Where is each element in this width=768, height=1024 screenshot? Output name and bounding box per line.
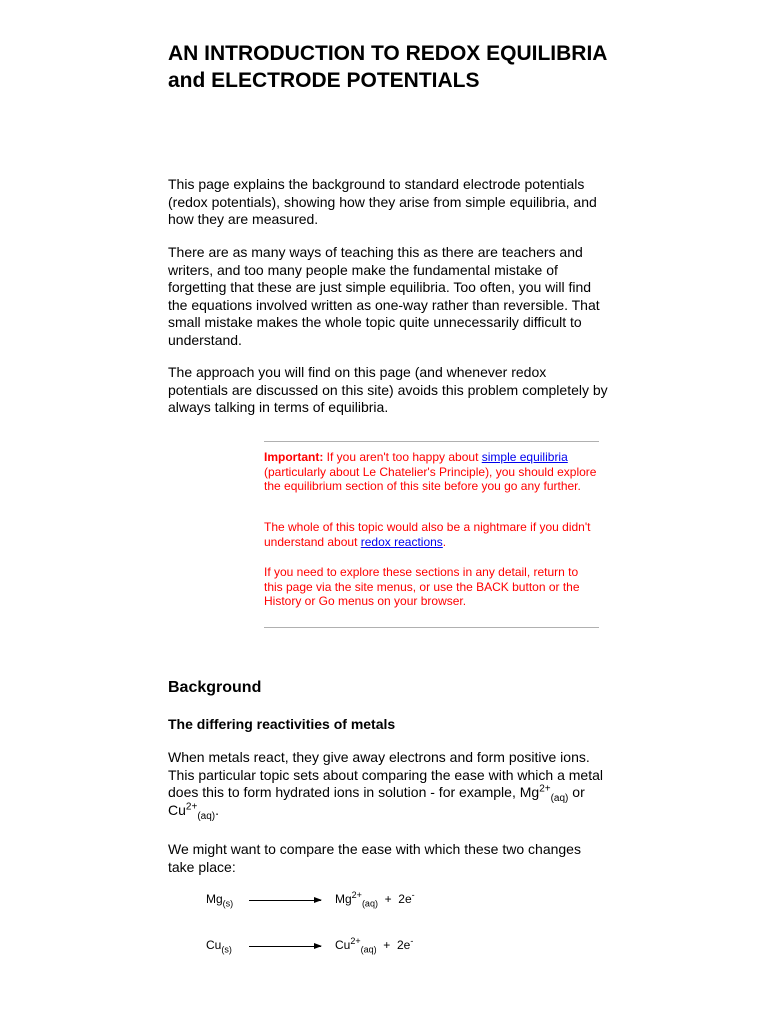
note-paragraph-1 — [264, 450, 599, 494]
note-text-1a: If you aren't too happy about — [323, 450, 482, 464]
intro-paragraph-3: The approach you will find on this page (and whenever redox potentials are discussed on this site) avoids this problem completely by always talking in terms of equilibria. — [168, 364, 608, 415]
important-note-box — [264, 441, 599, 628]
simple-equilibria-link[interactable]: simple equilibria — [481, 450, 568, 464]
note-paragraph-3: If you need to explore these sections in any detail, return to this page via the site menus, or use the BACK button or the History or Go menus on your browser. — [264, 565, 580, 609]
background-paragraph-1: When metals react, they give away electrons and form positive ions. This particular topic sets about comparing the ease with which a metal does this to form hydrated ions in solution - for example, $Mg^{2+}_{(aq)}$ or $Cu^{2+}_{(aq)}$. — [168, 749, 603, 822]
intro-paragraph-2: There are as many ways of teaching this as there are teachers and writers, and too many people make the fundamental mistake of forgetting that these are just simple equilibria. Too often, you will find the equations involved written as one-way rather than reversible. That small mistake makes the whole topic quite unnecessarily difficult to understand. — [168, 244, 600, 348]
reactivities-subheading: The differing reactivities of metals — [168, 716, 396, 732]
note-text-2a: The whole of this topic would also be a nightmare if you didn't understand about — [264, 520, 591, 549]
intro-paragraph-1: This page explains the background to standard electrode potentials (redox potentials), showing how they arise from simple equilibria, and how they are measured. — [168, 176, 597, 227]
equation-copper: $Cu_{(s)}$ $Cu^{2+}_{(aq)} + 2e^-$ — [206, 936, 414, 955]
right-arrow-icon — [249, 900, 321, 901]
note-text-1b: (particularly about Le Chatelier's Principle), you should explore the equilibrium section of this site before you go any further. — [264, 464, 597, 494]
note-text-2b: . — [442, 534, 447, 549]
background-paragraph-2: We might want to compare the ease with which these two changes take place: — [168, 841, 581, 875]
right-arrow-icon — [249, 946, 321, 947]
redox-reactions-link[interactable]: redox reactions — [360, 534, 443, 549]
page-title: AN INTRODUCTION TO REDOX EQUILIBRIA and ELECTRODE POTENTIALS — [168, 42, 607, 92]
note-paragraph-2 — [264, 520, 599, 549]
note-label: Important: — [264, 450, 324, 464]
equation-magnesium: $Mg_{(s)}$ $Mg^{2+}_{(aq)} + 2e^-$ — [206, 890, 415, 909]
background-heading: Background — [168, 679, 262, 696]
